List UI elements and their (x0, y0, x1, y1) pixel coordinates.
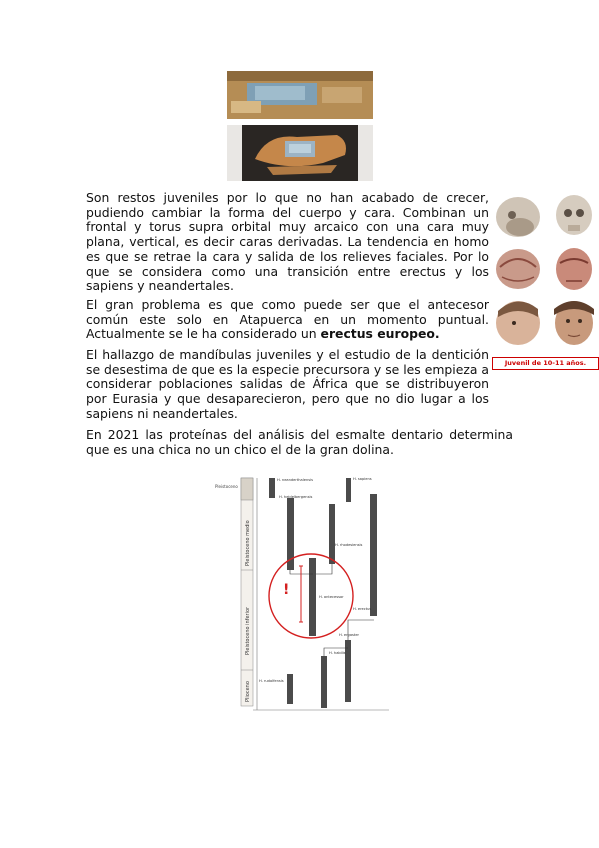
paragraph-4: En 2021 las proteínas del análisis del esmalte dentario determina que es una chica no un chico el de la gran dolina. (86, 427, 513, 457)
epoch-label-middle: Pleistoceno medio (245, 520, 251, 566)
hominin-phylogeny-figure (213, 470, 395, 720)
epoch-label-top: Pleistoceno (215, 484, 238, 489)
skull-reconstruction-figure (490, 189, 598, 369)
exclamation-mark: ! (283, 582, 290, 598)
species-label-neanderthalensis: H. neanderthalensis (277, 478, 313, 482)
epoch-label-pliocene: Plioceno (245, 681, 251, 702)
paragraph-2-bold: erectus europeo. (320, 326, 440, 342)
paragraph-2 (86, 298, 489, 342)
species-label-antecessor: H. antecessor (319, 595, 344, 599)
paragraph-2-text: El gran problema es que como puede ser que el antecesor común este solo en Atapuerca en un momento puntual. Actualmente se le ha considerado un (86, 297, 489, 342)
skull-figure-caption: Juvenil de 10-11 años. (492, 357, 599, 370)
species-label-rudolfensis: H. rudolfensis (259, 679, 284, 683)
paragraph-1: Son restos juveniles por lo que no han acabado de crecer, pudiendo cambiar la forma del cuerpo y cara. Combinan un frontal y torus supra orbital muy arcaico con una cara muy plana, vertical, es decir caras derivadas. La tendencia en homo es que se retrae la cara y salida de los relieves faciales. Por lo que se considera como una transición entre erectus y los sapiens y neandertales. (86, 190, 489, 294)
species-label-rhodesiensis: H. rhodesiensis (335, 543, 363, 547)
species-label-heidelbergensis: H. heidelbergensis (279, 495, 313, 499)
species-label-sapiens: H. sapiens (353, 477, 372, 481)
species-label-ergaster: H. ergaster (339, 633, 360, 637)
species-label-habilis: H. habilis (329, 651, 346, 655)
paragraph-3: El hallazgo de mandíbulas juveniles y el estudio de la dentición se desestima de que es la especie precursora y se les empieza a considerar poblaciones salidas de África que se distribuyeron por Eurasia y que desaparecieron, pero que no dio lugar a los sapiens ni neandertales. (86, 347, 489, 421)
species-label-erectus: H. erectus (353, 607, 372, 611)
epoch-label-lower: Pleistoceno inferior (245, 606, 251, 655)
fossil-mandible-photo (227, 71, 373, 181)
